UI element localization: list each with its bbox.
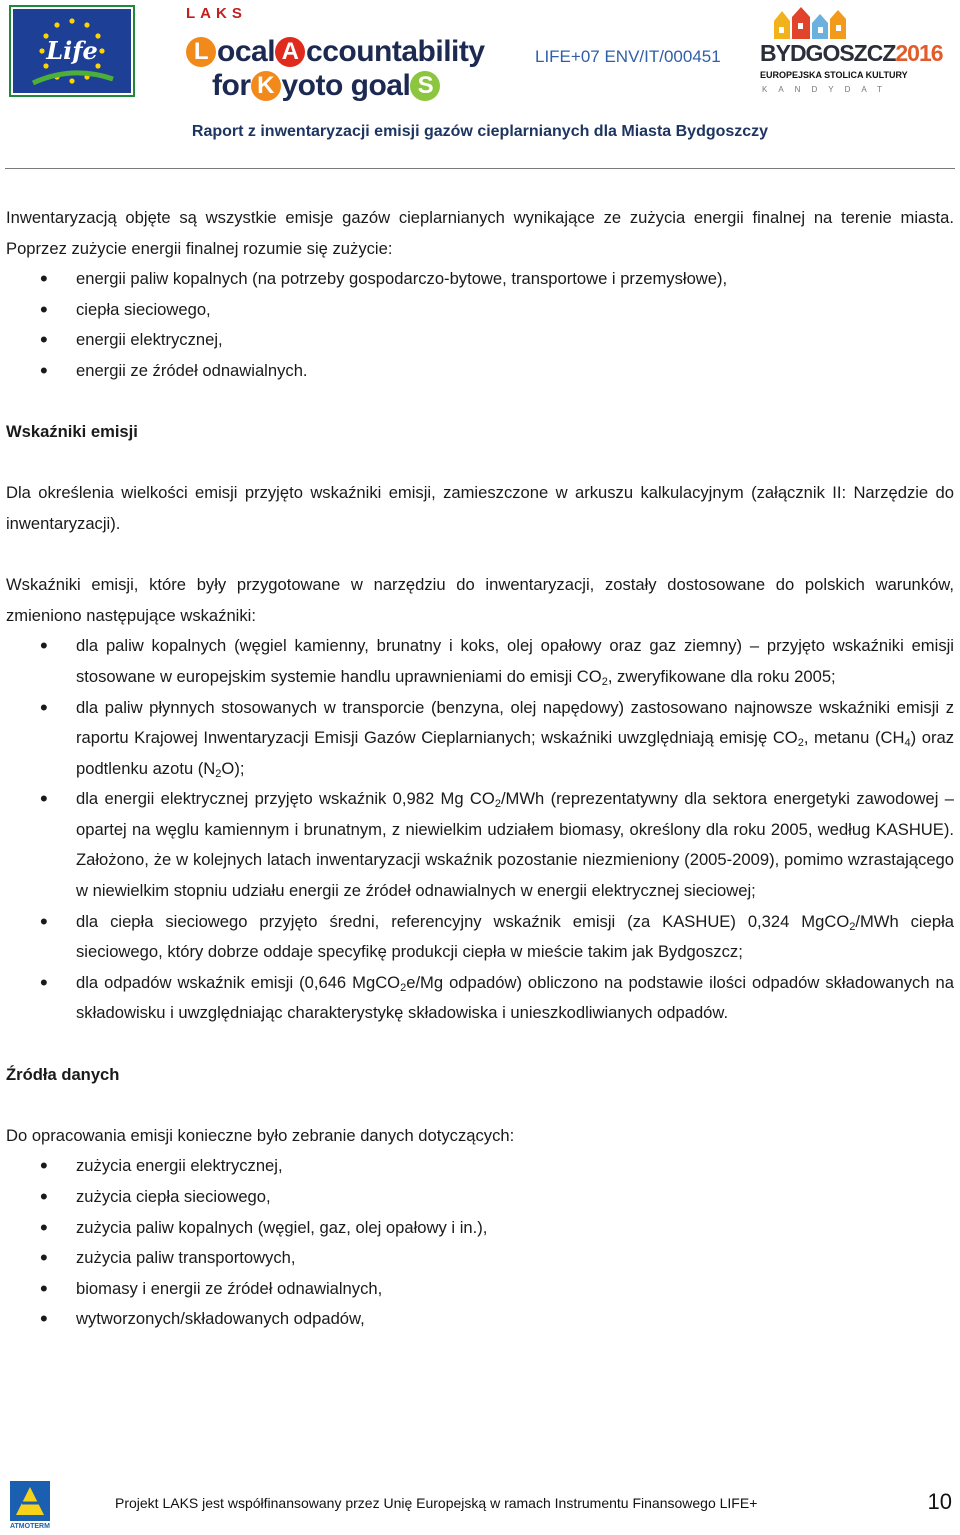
- section-heading-data-sources: Źródła danych: [6, 1064, 120, 1084]
- list-item-district-heat: • dla ciepła sieciowego przyjęto średni, referencyjny wskaźnik emisji (za KASHUE) 0,324 MgCO$_2$/MWh ciepła sieciowego, który dobrze oddaje specyfikę produkcji ciepła w mieście takim jak Bydgoszcz;: [6, 907, 954, 968]
- laks-logo-line2: for K yoto goal S: [212, 69, 441, 103]
- list-item: • biomasy i energii ze źródeł odnawialnych,: [6, 1274, 954, 1305]
- list-item-waste: • dla odpadów wskaźnik emisji (0,646 MgCO$_2$e/Mg odpadów) obliczono na podstawie ilości odpadów składowanych na składowisku i uwzględniając charakterystykę składowiska i unieszkodliwianych odpadów.: [6, 968, 954, 1029]
- list-item: • energii elektrycznej,: [6, 325, 954, 356]
- list-item: • zużycia paliw kopalnych (węgiel, gaz, olej opałowy i in.),: [6, 1213, 954, 1244]
- laks-logo: [186, 5, 506, 101]
- laks-small-title: LAKS: [186, 5, 247, 22]
- document-title: Raport z inwentaryzacji emisji gazów cieplarnianych dla Miasta Bydgoszczy: [191, 123, 769, 140]
- page-content: [6, 203, 954, 1335]
- list-item: • energii ze źródeł odnawialnych.: [6, 356, 954, 387]
- paragraph-tool: Dla określenia wielkości emisji przyjęto wskaźniki emisji, zamieszczone w arkuszu kalkulacyjnym (załącznik II: Narzędzie do inwentaryzacji).: [6, 483, 954, 533]
- bydgoszcz-candidate: KANDYDAT: [762, 85, 893, 94]
- intro-paragraph: Inwentaryzacją objęte są wszystkie emisje gazów cieplarnianych wynikające ze zużycia energii finalnej na terenie miasta. Poprzez zużycie energii finalnej rozumie się zużycie:: [6, 208, 954, 258]
- bydgoszcz-subtitle: EUROPEJSKA STOLICA KULTURY: [760, 70, 908, 80]
- list-item: • wytworzonych/składowanych odpadów,: [6, 1304, 954, 1335]
- life-logo-text: Life: [46, 36, 98, 65]
- section-heading-emission-factors: Wskaźniki emisji: [6, 422, 138, 442]
- paragraph-adjusted-factors: Wskaźniki emisji, które były przygotowane w narzędziu do inwentaryzacji, zostały dostosowane do polskich warunków, zmieniono następujące wskaźniki:: [6, 575, 954, 625]
- footer-funding-note: Projekt LAKS jest współfinansowany przez Unię Europejską w ramach Instrumentu Finansowego LIFE+: [115, 1495, 758, 1511]
- houses-icon: [760, 5, 912, 41]
- atmoterm-label: ATMOTERM: [10, 1523, 50, 1529]
- header-divider: [5, 168, 955, 169]
- atmoterm-logo: [10, 1481, 68, 1529]
- list-item: • energii paliw kopalnych (na potrzeby gospodarczo-bytowe, transportowe i przemysłowe),: [6, 264, 954, 295]
- list-item: • zużycia paliw transportowych,: [6, 1243, 954, 1274]
- emission-factors-list: [6, 631, 954, 1029]
- list-item-transport-fuels: • dla paliw płynnych stosowanych w transporcie (benzyna, olej napędowy) zastosowano najnowsze wskaźniki emisji z raportu Krajowej Inwentaryzacji Emisji Gazów Cieplarnianych; wskaźniki uwzględniają emisję $CO_2$, metanu $(CH_4)$ oraz podtlenku azotu $(N_2O)$;: [6, 693, 954, 785]
- list-item: • zużycia energii elektrycznej,: [6, 1151, 954, 1182]
- data-sources-list: [6, 1151, 954, 1335]
- life-logo: [9, 5, 135, 97]
- page-footer: [0, 1475, 960, 1535]
- bydgoszcz-wordmark: BYDGOSZCZ2016: [760, 40, 943, 66]
- bydgoszcz-2016-logo: [760, 5, 943, 97]
- paragraph-data-sources: Do opracowania emisji konieczne było zebranie danych dotyczących:: [6, 1125, 515, 1145]
- list-item: • ciepła sieciowego,: [6, 295, 954, 326]
- page-number: 10: [927, 1489, 952, 1514]
- eu-flag-icon: [13, 9, 131, 93]
- laks-logo-line1: L ocal A ccountability: [186, 35, 485, 69]
- program-code: LIFE+07 ENV/IT/000451: [535, 47, 721, 66]
- final-energy-list: [6, 264, 954, 386]
- list-item-electricity: • dla energii elektrycznej przyjęto wskaźnik 0,982 Mg $CO_2$/MWh (reprezentatywny dla sektora energetyki zawodowej – opartej na węglu kamiennym i brunatnym, z niewielkim udziałem biomasy, określony dla roku 2005, według KASHUE). Założono, że w kolejnych latach inwentaryzacji wskaźnik pozostanie niezmieniony (2005-2009), pomimo wzrastającego w niewielkim stopniu udziału energii ze źródeł odnawialnych w energii elektrycznej sieciowej;: [6, 784, 954, 906]
- list-item: • zużycia ciepła sieciowego,: [6, 1182, 954, 1213]
- page-header: [0, 0, 960, 170]
- list-item-fossil-fuels: • dla paliw kopalnych (węgiel kamienny, brunatny i koks, olej opałowy oraz gaz ziemny) – przyjęto wskaźniki emisji stosowane w europejskim systemie handlu uprawnieniami do emisji $CO_2$, zweryfikowane dla roku 2005;: [6, 631, 954, 692]
